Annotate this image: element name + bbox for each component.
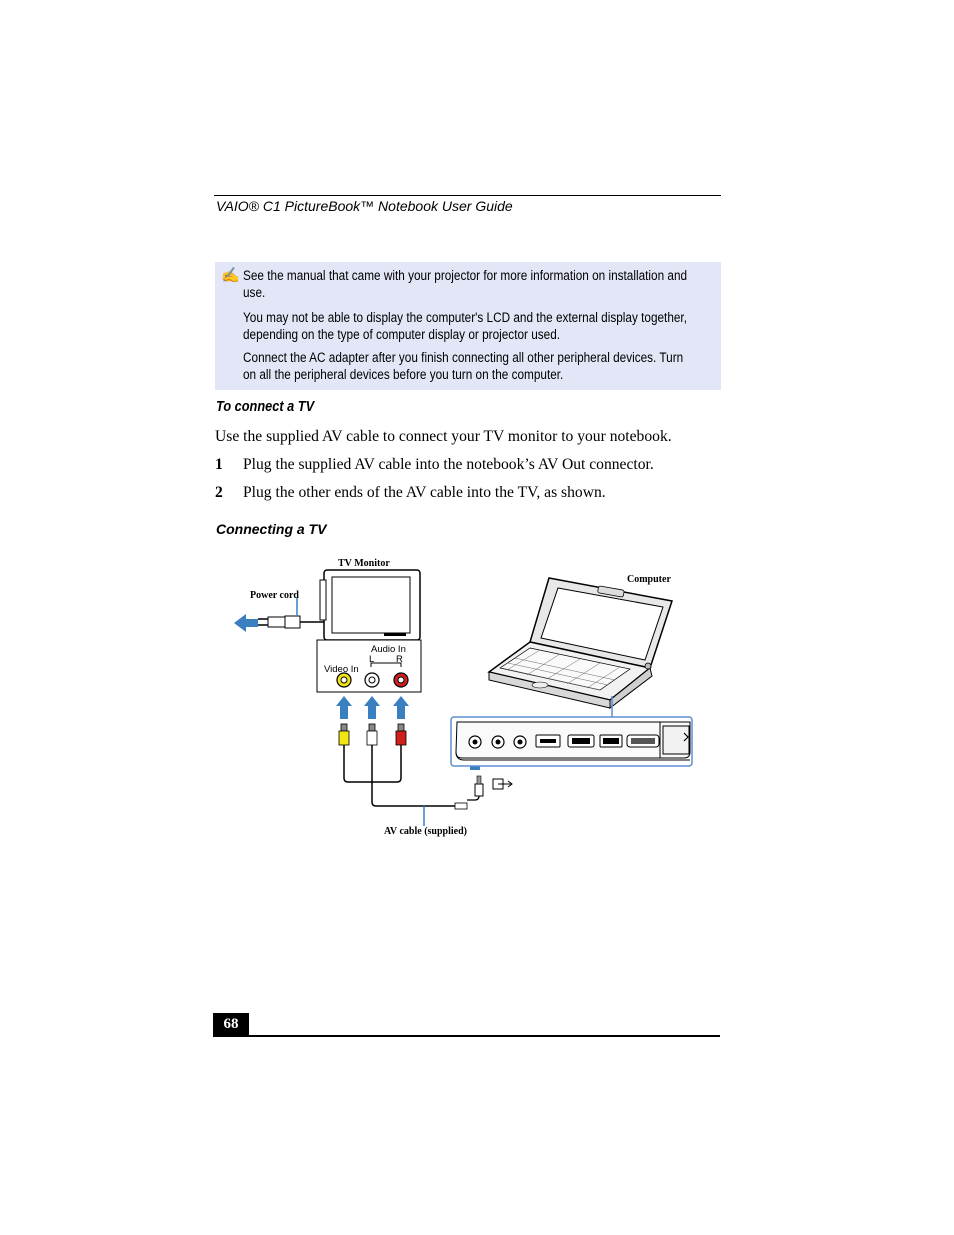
header-title: VAIO® C1 PictureBook™ Notebook User Guide (216, 198, 513, 214)
figure-caption: Connecting a TV (216, 521, 327, 537)
power-cord-label: Power cord (250, 590, 299, 601)
power-arrow-icon (234, 614, 258, 632)
notebook-computer (489, 578, 672, 718)
step-number: 1 (215, 456, 223, 473)
tv-monitor-label: TV Monitor (338, 558, 390, 569)
av-out-symbol-icon (493, 779, 512, 789)
step-text: Plug the other ends of the AV cable into the TV, as shown. (243, 484, 606, 501)
av-cable-label: AV cable (supplied) (384, 826, 467, 837)
audio-in-label: Audio In (371, 644, 406, 655)
note-paragraph-2: You may not be able to display the computer's LCD and the external display together, depending on the type of computer display or projector used. (243, 310, 687, 342)
av-cable-plug (424, 776, 483, 826)
computer-label: Computer (627, 574, 671, 585)
audio-left-label: L (369, 654, 375, 665)
intro-text: Use the supplied AV cable to connect your TV monitor to your notebook. (215, 428, 672, 445)
audio-right-label: R (396, 654, 403, 665)
audio-left-arrow-icon (364, 696, 380, 719)
video-in-label: Video In (324, 664, 359, 675)
note-paragraph-3: Connect the AC adapter after you finish connecting all other peripheral devices. Turn on all the peripheral devices before you turn on the computer. (243, 350, 684, 382)
tv-monitor (320, 570, 420, 640)
audio-right-arrow-icon (393, 696, 409, 719)
note-paragraph-1: See the manual that came with your projector for more information on installation and use. (243, 268, 688, 300)
video-arrow-icon (336, 696, 352, 719)
power-cord (258, 598, 324, 628)
rca-plugs (339, 724, 455, 806)
port-strip-closeup (451, 717, 692, 766)
step-text: Plug the supplied AV cable into the notebook’s AV Out connector. (243, 456, 654, 473)
page-number: 68 (213, 1013, 249, 1035)
pencil-note-icon: ✍ (221, 268, 240, 284)
section-heading: To connect a TV (216, 399, 315, 415)
step-number: 2 (215, 484, 223, 501)
footer-rule (213, 1035, 720, 1037)
